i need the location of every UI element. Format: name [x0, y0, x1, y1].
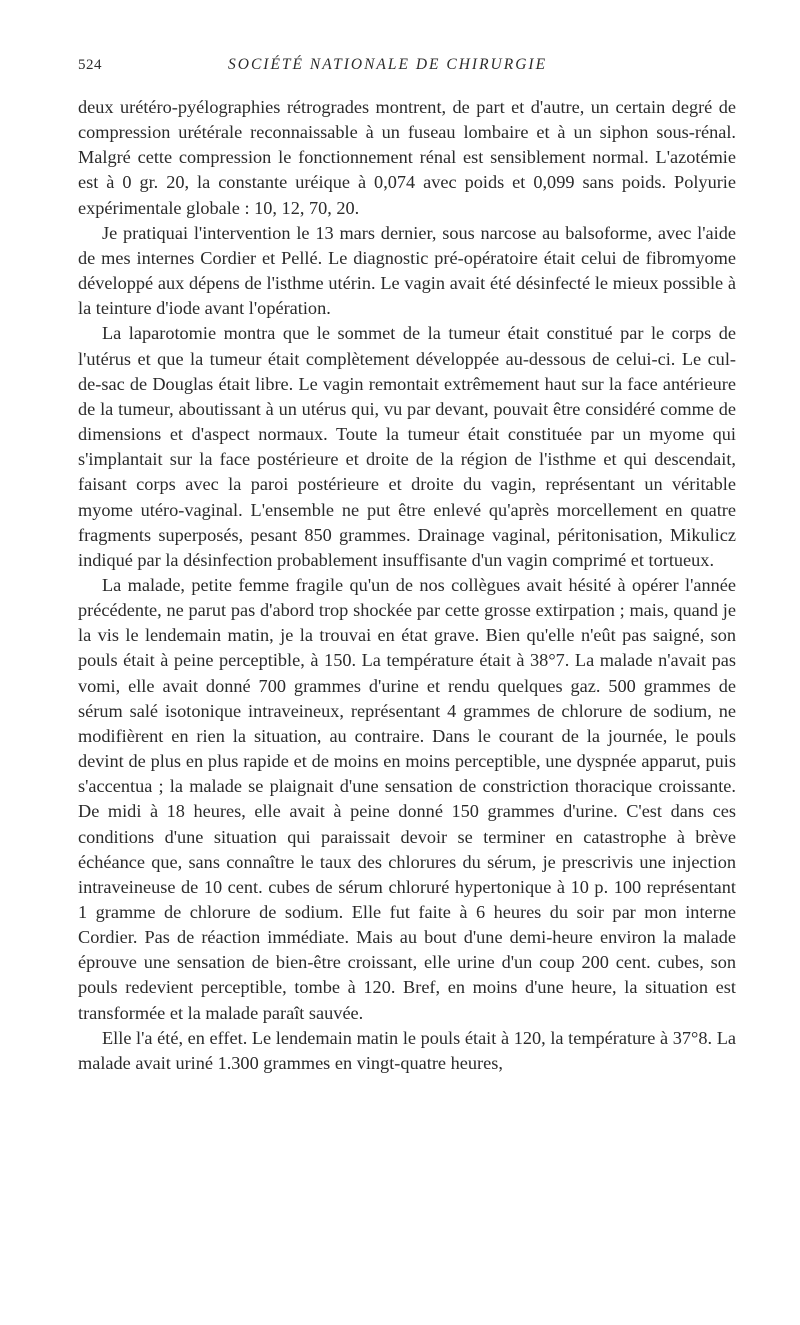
paragraph-3: La laparotomie montra que le sommet de la tumeur était constitué par le corps de l'utérus et que la tumeur était complètement développée au-dessous de celui-ci. Le cul-de-sac de Douglas était libre. Le vagin remontait extrêmement haut sur la face antérieure de la tumeur, aboutissant à un utérus qui, vu par devant, pouvait être considéré comme de dimensions et d'aspect normaux. Toute la tumeur était constituée par un myome qui s'implantait sur la face postérieure et droite de la région de l'isthme et qui descendait, faisant corps avec la paroi postérieure et droite du vagin, représentant un véritable myome utéro-vaginal. L'ensemble ne put être enlevé qu'après morcellement en quatre fragments superposés, pesant 850 grammes. Drainage vaginal, péritonisation, Mikulicz indiqué par la désinfection probablement insuffisante d'un vagin comprimé et tortueux.	[78, 323, 736, 570]
document-page	[78, 56, 736, 1076]
page-number: 524	[78, 57, 102, 73]
paragraph-4: La malade, petite femme fragile qu'un de nos collègues avait hésité à opérer l'année précédente, ne parut pas d'abord trop shockée par cette grosse extirpation ; mais, quand je la vis le lendemain matin, je la trouvai en état grave. Bien qu'elle n'eût pas saigné, son pouls était à peine perceptible, à 150. La température était à 38°7. La malade n'avait pas vomi, elle avait donné 700 grammes d'urine et rendu quelques gaz. 500 grammes de sérum salé isotonique intraveineux, représentant 4 grammes de chlorure de sodium, ne modifièrent en rien la situation, au contraire. Dans le courant de la journée, le pouls devint de plus en plus rapide et de moins en moins perceptible, une dyspnée apparut, puis s'accentua ; la malade se plaignait d'une sensation de constriction thoracique croissante. De midi à 18 heures, elle avait à peine donné 150 grammes d'urine. C'est dans ces conditions d'une situation qui paraissait devoir se terminer en catastrophe à brève échéance que, sans connaître le taux des chlorures du sérum, je prescrivis une injection intraveineuse de 10 cent. cubes de sérum chloruré hypertonique à 10 p. 100 représentant 1 gramme de chlorure de sodium. Elle fut faite à 6 heures du soir par mon interne Cordier. Pas de réaction immédiate. Mais au bout d'une demi-heure environ la malade éprouve une sensation de bien-être croissant, elle urine d'un coup 200 cent. cubes, son pouls redevient perceptible, tombe à 120. Bref, en moins d'une heure, la situation est transformée et la malade paraît sauvée.	[78, 574, 736, 1023]
running-title: SOCIÉTÉ NATIONALE DE CHIRURGIE	[228, 56, 548, 73]
body-text	[78, 95, 736, 1076]
paragraph-1: deux urétéro-pyélographies rétrogrades montrent, de part et d'autre, un certain degré de compression urétérale reconnaissable à un fuseau lombaire et à un siphon sous-rénal. Malgré cette compression le fonctionnement rénal est sensiblement normal. L'azotémie est à 0 gr. 20, la constante uréique à 0,074 avec poids et 0,099 sans poids. Polyurie expérimentale globale : 10, 12, 70, 20.	[78, 97, 736, 218]
paragraph-2: Je pratiquai l'intervention le 13 mars dernier, sous narcose au balsoforme, avec l'aide de mes internes Cordier et Pellé. Le diagnostic pré-opératoire était celui de fibromyome développé aux dépens de l'isthme utérin. Le vagin avait été désinfecté le mieux possible à la teinture d'iode avant l'opération.	[78, 222, 736, 319]
page-header	[78, 56, 736, 82]
paragraph-5: Elle l'a été, en effet. Le lendemain matin le pouls était à 120, la température à 37°8. La malade avait uriné 1.300 grammes en vingt-quatre heures,	[78, 1027, 736, 1073]
